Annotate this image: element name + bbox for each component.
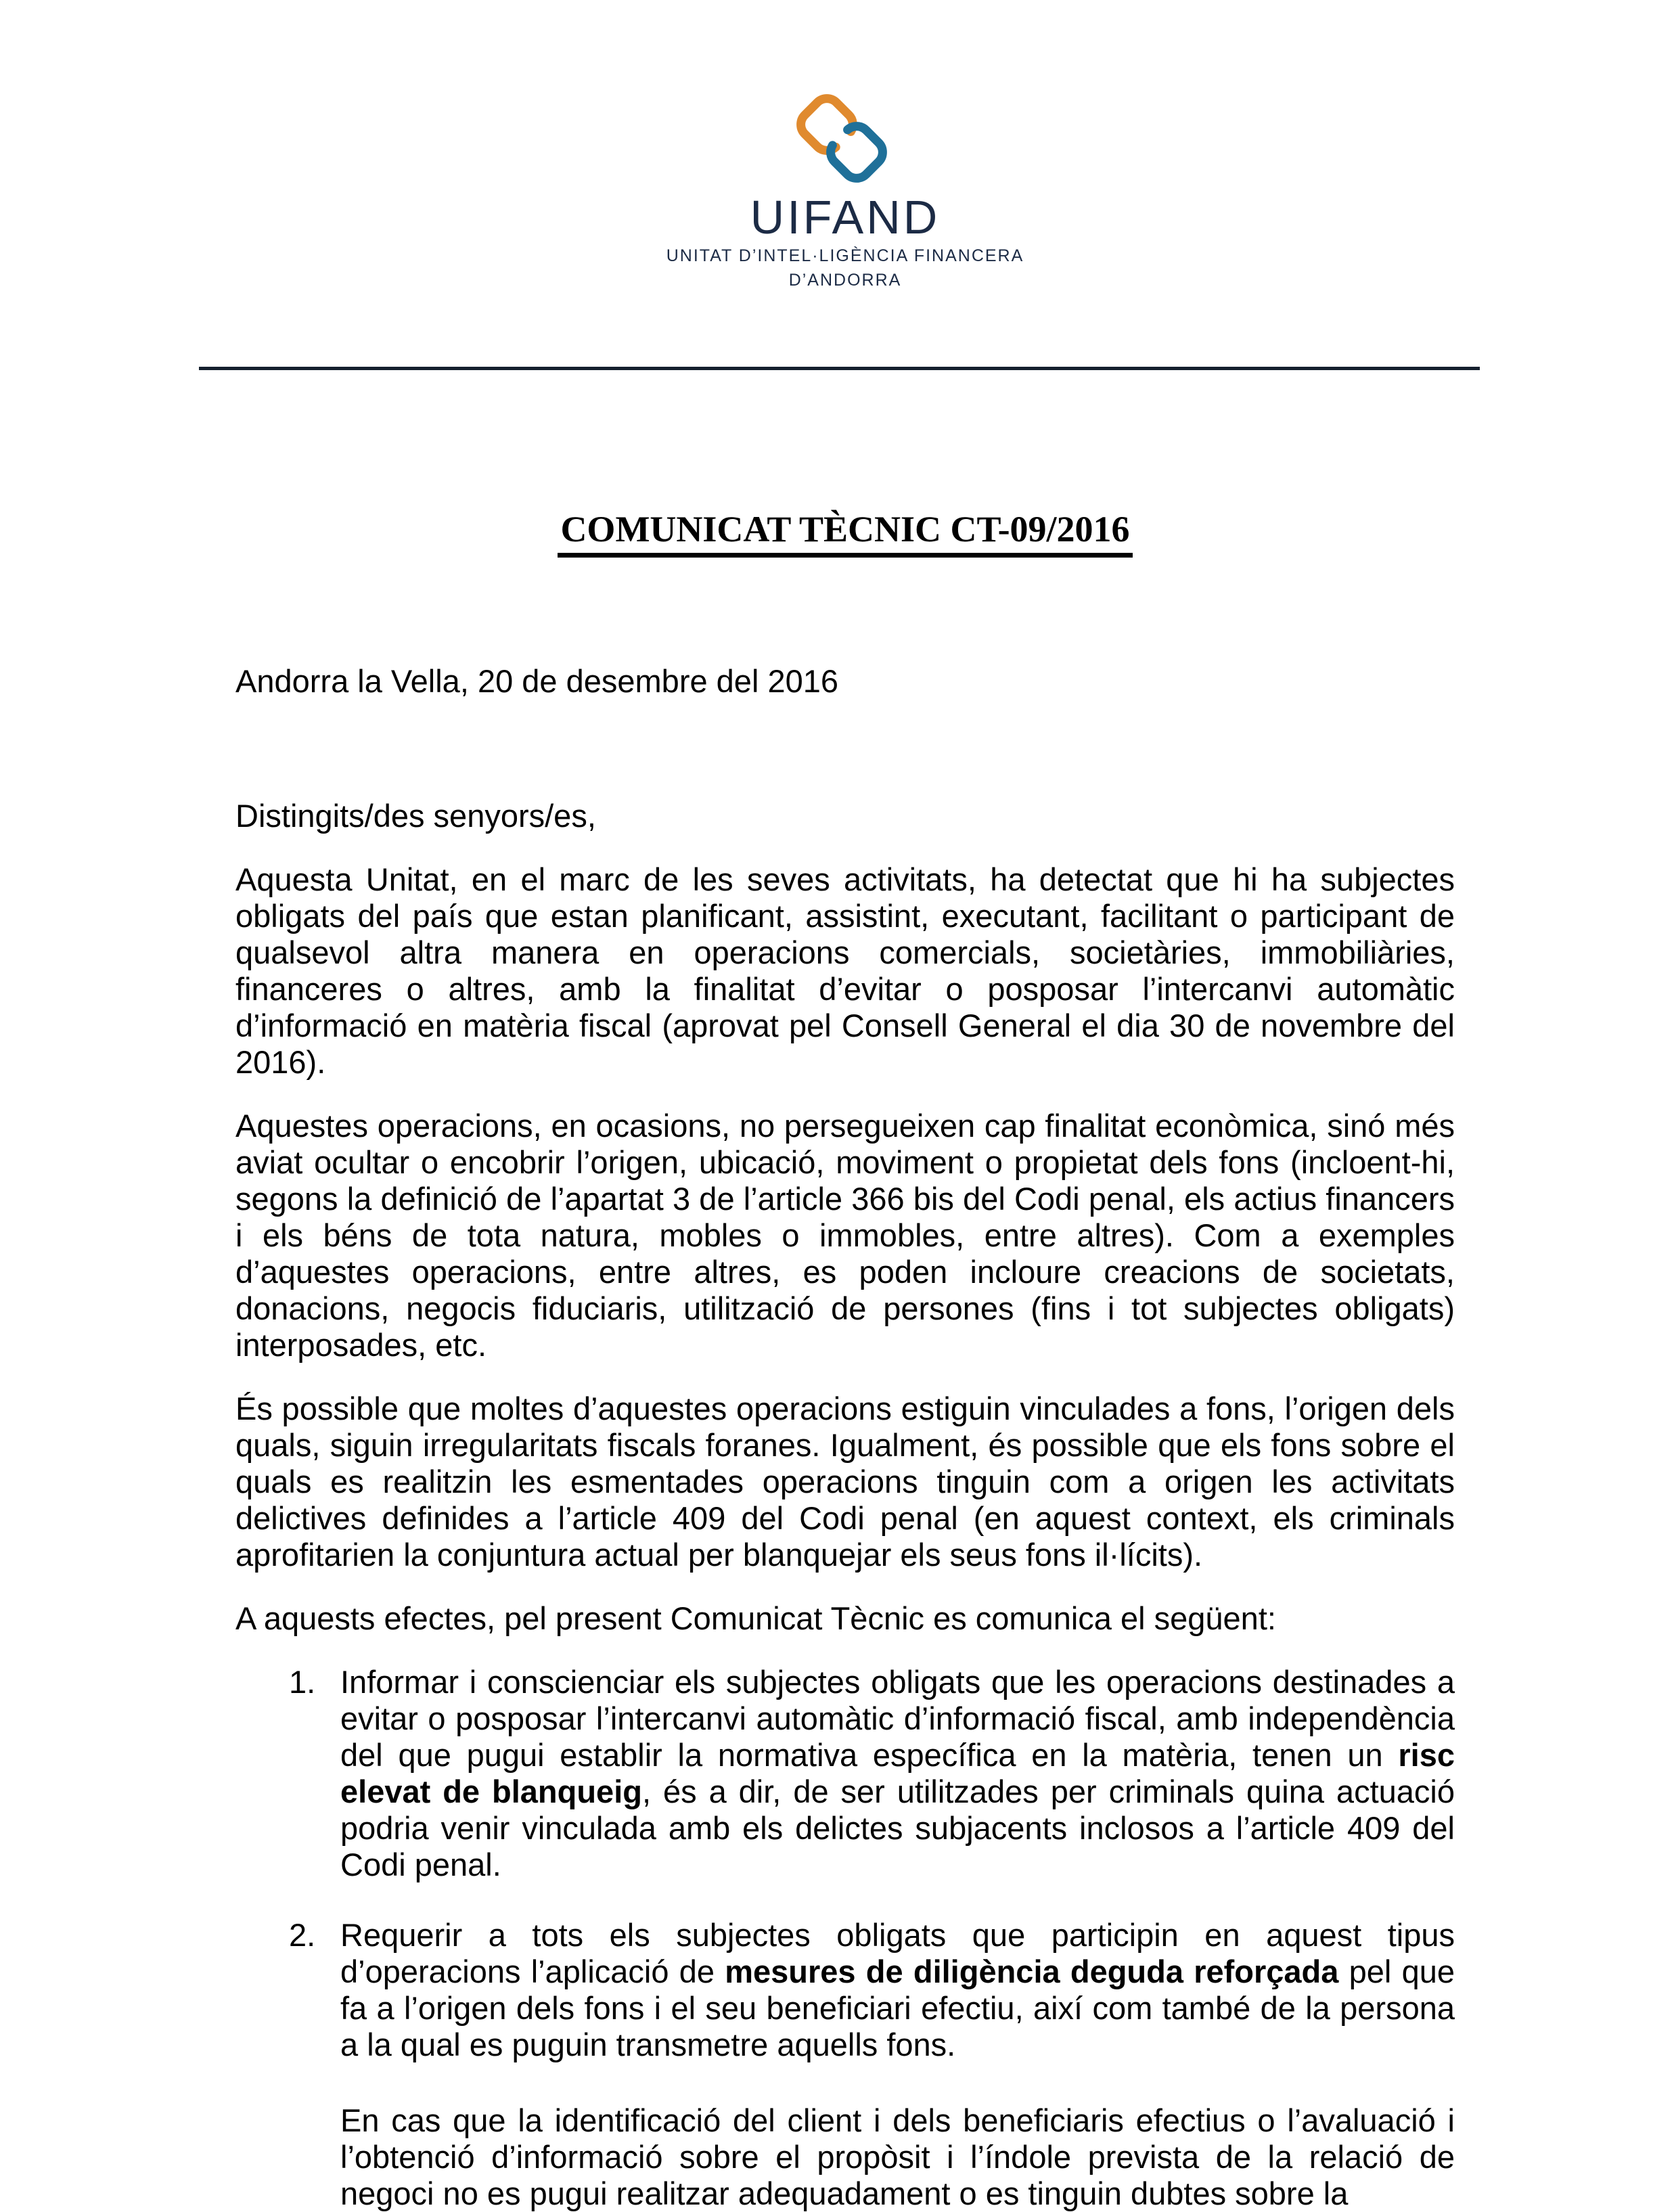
list-item-2-post: pel que fa a l’origen dels fons i el seu beneficiari efectiu, així com també de la persona a la qual es puguin transmetre aquells fons. — [340, 1954, 1455, 2063]
list-item-1-number: 1. — [289, 1664, 316, 1700]
list-item-2-bold: mesures de diligència deguda reforçada — [725, 1954, 1339, 1990]
logo-subtitle-line2: D’ANDORRA — [788, 271, 902, 290]
list-item-2-number: 2. — [289, 1917, 316, 1954]
paragraph-2: Aquestes operacions, en ocasions, no persegueixen cap finalitat econòmica, sinó més aviat ocultar o encobrir l’origen, ubicació, moviment o propietat dels fons (incloent-hi, segons la definició de l’apartat 3 de l’article 366 bis del Codi penal, els actius financers i els béns de tota natura, mobles o immobles, entre altres). Com a exemples d’aquestes operacions, entre altres, es poden incloure creacions de societats, donacions, negocis fiduciaris, utilització de persones (fins i tot subjectes obligats) interposades, etc. — [235, 1108, 1455, 1363]
paragraph-3: És possible que moltes d’aquestes operacions estiguin vinculades a fons, l’origen dels quals, siguin irregularitats fiscals foranes. Igualment, és possible que els fons sobre el quals es realitzin les esmentades operacions tinguin com a origen les activitats delictives definides a l’article 409 del Codi penal (en aquest context, els criminals aprofitarien la conjuntura actual per blanquejar els seus fons il·lícits). — [235, 1391, 1455, 1573]
logo-subtitle-line1: UNITAT D’INTEL·LIGÈNCIA FINANCERA — [666, 246, 1024, 265]
list-item-2-text — [340, 1917, 1455, 2063]
continuation-paragraph: En cas que la identificació del client i dels beneficiaris efectius o l’avaluació i l’obtenció d’informació sobre el propòsit i l’índole prevista de la relació de negoci no es pugui realitzar adequadament o es tinguin dubtes sobre la — [340, 2102, 1455, 2212]
list-item-1-post: , és a dir, de ser utilitzades per criminals quina actuació podria venir vinculada amb els delictes subjacents inclosos a l’article 409 del Codi penal. — [340, 1774, 1455, 1883]
list-item-1-bold: risc elevat de blanqueig — [340, 1737, 1455, 1810]
paragraph-1: Aquesta Unitat, en el marc de les seves activitats, ha detectat que hi ha subjectes obligats del país que estan planificant, assistint, executant, facilitant o participant de qualsevol altra manera en operacions comercials, societàries, immobiliàries, financeres o altres, amb la finalitat d’evitar o posposar l’intercanvi automàtic d’informació en matèria fiscal (aprovat pel Consell General el dia 30 de novembre del 2016). — [235, 861, 1455, 1081]
letterhead — [235, 93, 1455, 290]
list-item-2 — [235, 1917, 1455, 2063]
list-item-1 — [235, 1664, 1455, 1883]
lead-in: A aquests efectes, pel present Comunicat Tècnic es comunica el següent: — [235, 1600, 1276, 1637]
dateline: Andorra la Vella, 20 de desembre del 2016 — [235, 663, 839, 700]
list-item-1-pre: Informar i conscienciar els subjectes obligats que les operacions destinades a evitar o posposar l’intercanvi automàtic d’informació fiscal, amb independència del que pugui establir la normativa específica en la matèria, tenen un — [340, 1664, 1455, 1774]
document-title: COMUNICAT TÈCNIC CT-09/2016 — [558, 510, 1132, 558]
uifand-logo-icon — [791, 93, 899, 191]
salutation: Distingits/des senyors/es, — [235, 798, 596, 834]
letter-body — [235, 485, 1455, 2212]
list-item-1-text — [340, 1664, 1455, 1883]
header-divider — [199, 367, 1480, 370]
title-row — [235, 485, 1455, 582]
list-item-2-pre: Requerir a tots els subjectes obligats que participin en aquest tipus d’operacions l’aplicació de — [340, 1917, 1455, 1990]
logo-brand-text: UIFAND — [750, 191, 941, 244]
